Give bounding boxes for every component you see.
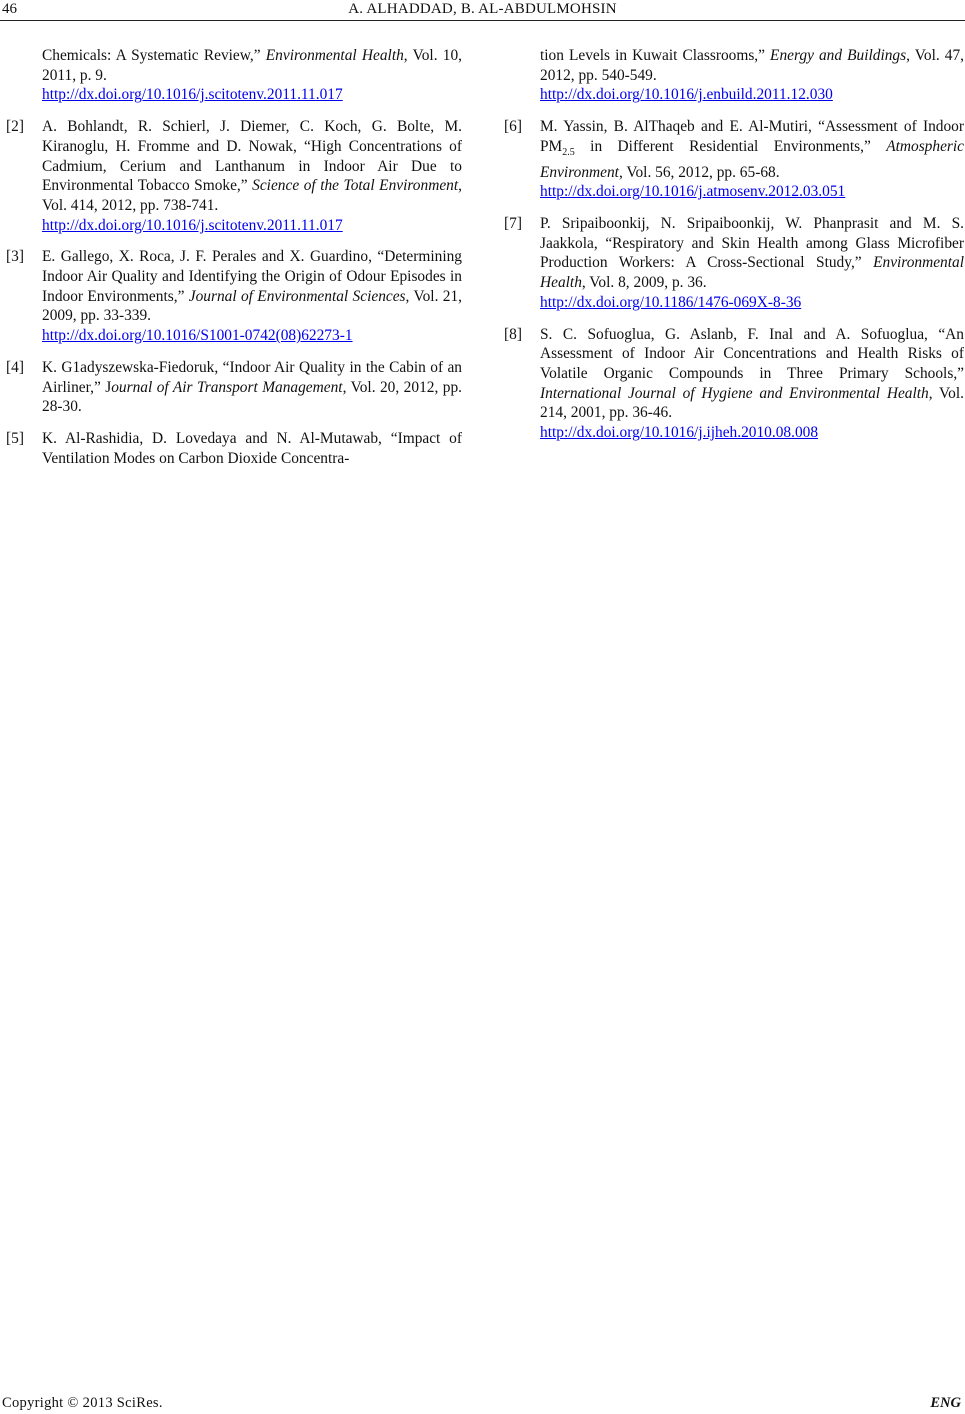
reference-number: [3]: [6, 248, 24, 266]
reference-text: P. Sripaiboonkij, N. Sripaiboonkij, W. Phanprasit and M. S. Jaakkola, “Respiratory and Skin Health among Glass Microfiber Production Workers: A Cross-Sectional Study,” Environmental Health, Vol. 8, 2009, p. 36.: [540, 215, 964, 292]
journal-abbrev: ENG: [930, 1395, 961, 1411]
reference-3: [6, 247, 462, 346]
reference-text: K. G1adyszewska-Fiedoruk, “Indoor Air Quality in the Cabin of an Airliner,” Journal of Air Transport Management, Vol. 20, 2012, pp. 28-30.: [42, 358, 463, 416]
reference-text: Chemicals: A Systematic Review,” Environmental Health, Vol. 10, 2011, p. 9.: [42, 47, 462, 84]
reference-6: [504, 117, 964, 202]
reference-7: [504, 214, 964, 313]
reference-text: K. Al-Rashidia, D. Lovedaya and N. Al-Mutawab, “Impact of Ventilation Modes on Carbon Dioxide Concentra-: [42, 429, 462, 467]
doi-link[interactable]: http://dx.doi.org/10.1016/j.atmosenv.2012.03.051: [540, 183, 846, 201]
reference-continuation: [6, 46, 462, 105]
left-column: [6, 46, 462, 480]
reference-number: [6]: [504, 118, 522, 136]
reference-5: [6, 429, 462, 468]
reference-text: E. Gallego, X. Roca, J. F. Perales and X. Guardino, “Determining Indoor Air Quality and Identifying the Origin of Odour Episodes in Indoor Environments,” Journal of Environmental Sciences, Vol. 21, 2009, pp. 33-339.: [42, 248, 462, 325]
reference-2: [6, 117, 462, 235]
doi-link[interactable]: http://dx.doi.org/10.1016/S1001-0742(08)62273-1: [42, 327, 353, 345]
reference-number: [7]: [504, 215, 522, 232]
reference-number: [2]: [6, 118, 24, 136]
reference-4: [6, 358, 462, 417]
reference-number: [8]: [504, 325, 522, 343]
page-header: [0, 0, 965, 21]
reference-continuation: [504, 46, 964, 105]
page-number: 46: [2, 1, 17, 17]
running-head-authors: A. ALHADDAD, B. AL-ABDULMOHSIN: [348, 1, 617, 17]
reference-text: A. Bohlandt, R. Schierl, J. Diemer, C. Koch, G. Bolte, M. Kiranoglu, H. Fromme and D. Nowak, “High Concentrations of Cadmium, Cerium and Lanthanum in Indoor Air Due to Environmental Tobacco Smoke,” Science of the Total Environment, Vol. 414, 2012, pp. 738-741.: [42, 118, 462, 214]
reference-text: S. C. Sofuoglua, G. Aslanb, F. Inal and A. Sofuoglua, “An Assessment of Indoor Air Concentrations and Health Risks of Volatile Organic Compounds in Three Primary Schools,” International Journal of Hygiene and Environmental Health, Vol. 214, 2001, pp. 36-46.: [540, 325, 964, 422]
copyright-notice: Copyright © 2013 SciRes.: [2, 1395, 163, 1411]
reference-number: [4]: [6, 358, 24, 376]
doi-link[interactable]: http://dx.doi.org/10.1016/j.scitotenv.2011.11.017: [42, 86, 343, 104]
reference-8: [504, 325, 964, 443]
reference-number: [5]: [6, 429, 24, 447]
doi-link[interactable]: http://dx.doi.org/10.1016/j.ijheh.2010.08.008: [540, 424, 819, 442]
reference-text: tion Levels in Kuwait Classrooms,” Energy and Buildings, Vol. 47, 2012, pp. 540-549.: [540, 47, 964, 84]
doi-link[interactable]: http://dx.doi.org/10.1016/j.scitotenv.2011.11.017: [42, 216, 343, 234]
doi-link[interactable]: http://dx.doi.org/10.1186/1476-069X-8-36: [540, 293, 802, 311]
page-footer: [0, 1394, 965, 1414]
reference-text: M. Yassin, B. AlThaqeb and E. Al-Mutiri, “Assessment of Indoor $PM_{2.5}$ in Different Residential Environments,” Atmospheric Environment, Vol. 56, 2012, pp. 65-68.: [540, 118, 964, 181]
doi-link[interactable]: http://dx.doi.org/10.1016/j.enbuild.2011.12.030: [540, 86, 833, 104]
right-column: [504, 46, 964, 455]
